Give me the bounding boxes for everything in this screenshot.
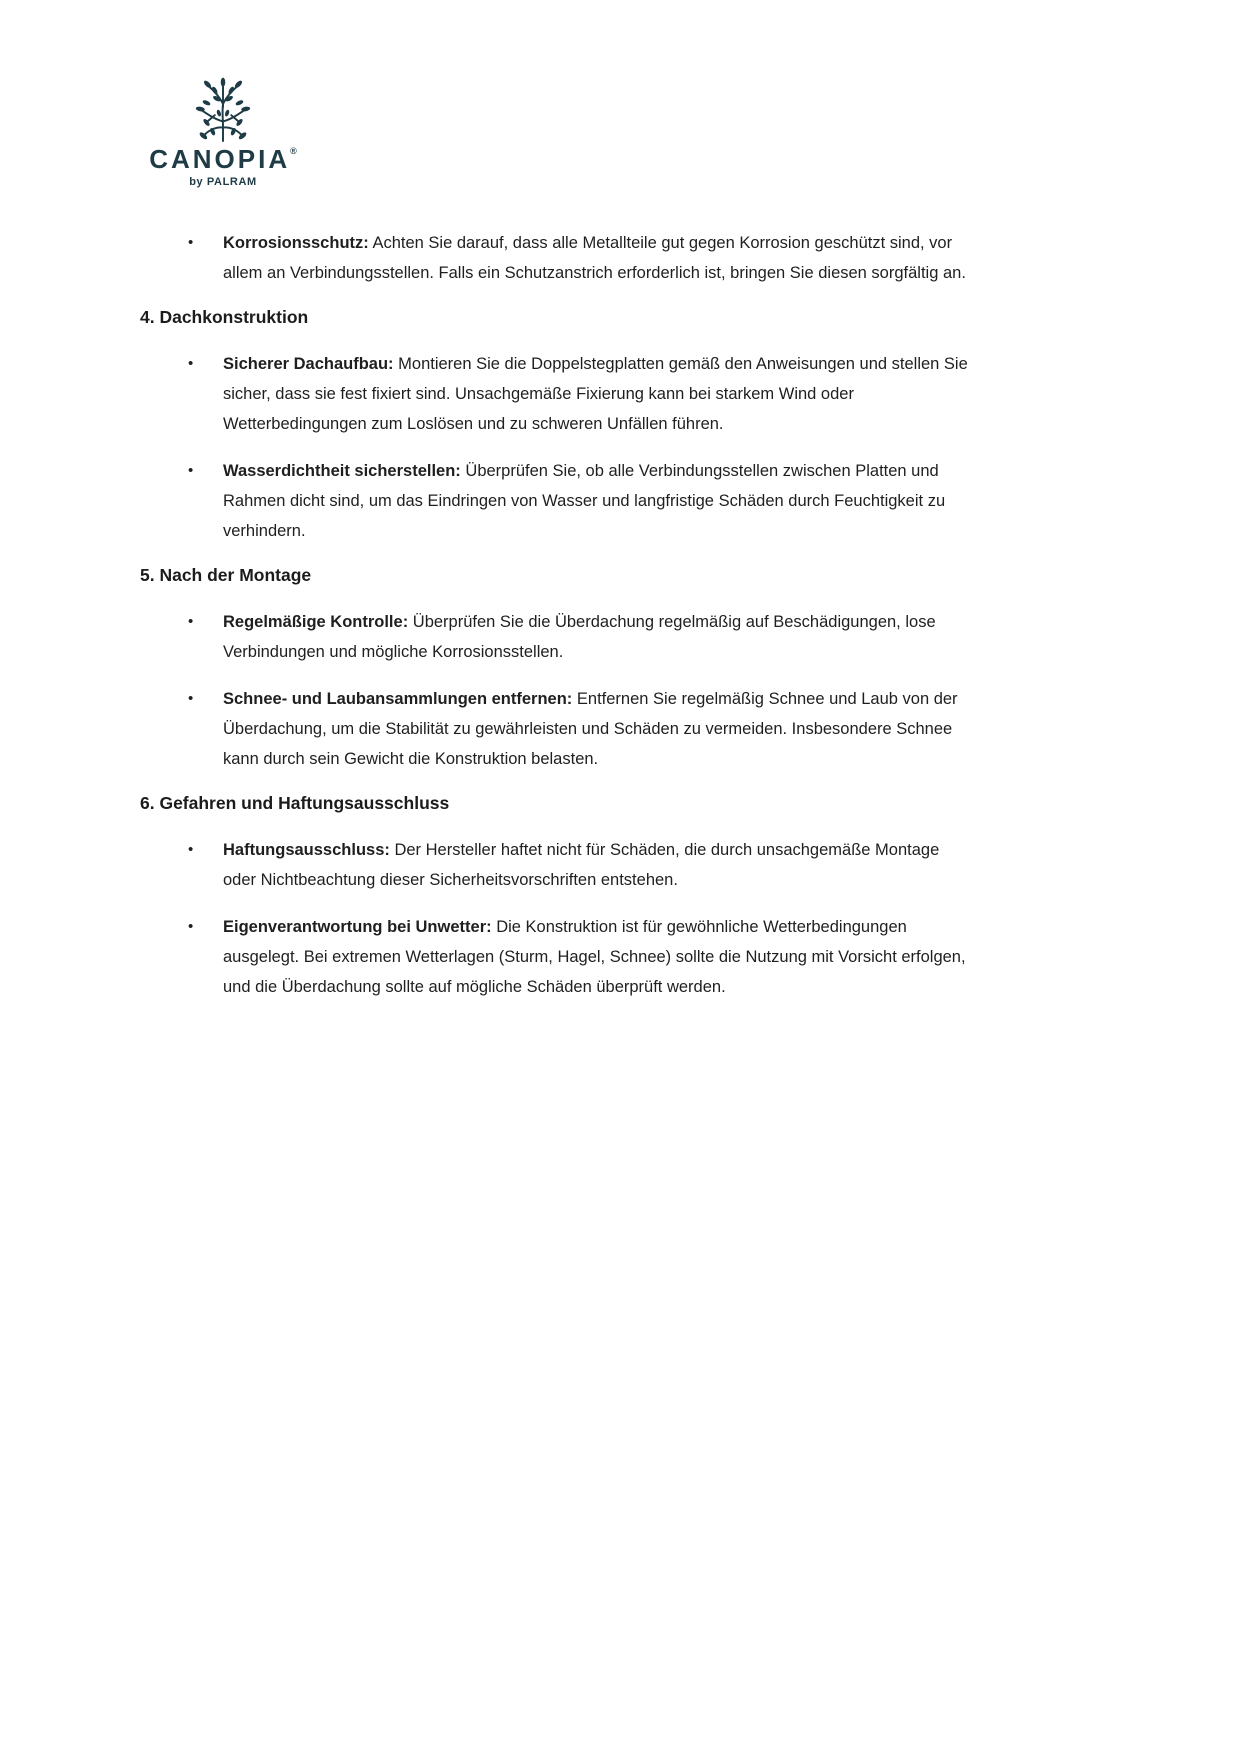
bullet-item-eigenverantwortung bbox=[140, 912, 980, 1002]
bullet-text bbox=[223, 456, 970, 546]
bullet-item-schnee-laub bbox=[140, 684, 980, 774]
bullet-text bbox=[223, 228, 970, 288]
bullet-lead: Sicherer Dachaufbau: bbox=[223, 355, 394, 373]
bullet-text bbox=[223, 835, 970, 895]
bullet-text bbox=[223, 349, 970, 439]
bullet-body: Entfernen Sie regelmäßig Schnee und Laub von der Überdachung, um die Stabilität zu gewährleisten und Schäden zu vermeiden. Insbesondere Schnee kann durch sein Gewicht die Konstruktion belasten. bbox=[223, 690, 958, 768]
bullet-marker: • bbox=[188, 841, 194, 858]
section-heading-gefahren-haftung: 6. Gefahren und Haftungsausschluss bbox=[140, 793, 450, 813]
bullet-text bbox=[223, 607, 970, 667]
bullet-marker: • bbox=[188, 918, 194, 935]
document-body bbox=[140, 228, 980, 1019]
bullet-body: Überprüfen Sie die Überdachung regelmäßig auf Beschädigungen, lose Verbindungen und mögliche Korrosionsstellen. bbox=[223, 613, 936, 661]
bullet-item-korrosionsschutz bbox=[140, 228, 980, 288]
bullet-item-sicherer-dachaufbau bbox=[140, 349, 980, 439]
bullet-item-regelmaessige-kontrolle bbox=[140, 607, 980, 667]
bullet-lead: Schnee- und Laubansammlungen entfernen: bbox=[223, 690, 573, 708]
bullet-marker: • bbox=[188, 234, 194, 251]
bullet-body: Der Hersteller haftet nicht für Schäden, die durch unsachgemäße Montage oder Nichtbeachtung dieser Sicherheitsvorschriften entstehen. bbox=[223, 841, 940, 889]
bullet-marker: • bbox=[188, 690, 194, 707]
bullet-lead: Haftungsausschluss: bbox=[223, 841, 390, 859]
bullet-body: Die Konstruktion ist für gewöhnliche Wetterbedingungen ausgelegt. Bei extremen Wetterlagen (Sturm, Hagel, Schnee) sollte die Nutzung mit Vorsicht erfolgen, und die Überdachung sollte auf mögliche Schäden überprüft werden. bbox=[223, 918, 966, 996]
brand-name: CANOPIA bbox=[149, 144, 291, 174]
bullet-body: Montieren Sie die Doppelstegplatten gemäß den Anweisungen und stellen Sie sicher, dass sie fest fixiert sind. Unsachgemäße Fixierung kann bei starkem Wind oder Wetterbedingungen zum Loslösen und zu schweren Unfällen führen. bbox=[223, 355, 968, 433]
brand-wordmark bbox=[148, 146, 298, 172]
bullet-item-wasserdichtheit bbox=[140, 456, 980, 546]
bullet-text bbox=[223, 684, 970, 774]
canopia-logo bbox=[148, 76, 298, 188]
bullet-marker: • bbox=[188, 355, 194, 372]
bullet-item-haftungsausschluss bbox=[140, 835, 980, 895]
bullet-lead: Korrosionsschutz: bbox=[223, 234, 369, 252]
bullet-marker: • bbox=[188, 462, 194, 479]
bullet-marker: • bbox=[188, 613, 194, 630]
brand-byline: by PALRAM bbox=[189, 176, 257, 188]
bullet-lead: Regelmäßige Kontrolle: bbox=[223, 613, 409, 631]
bullet-lead: Wasserdichtheit sicherstellen: bbox=[223, 462, 461, 480]
tree-icon bbox=[148, 76, 298, 142]
bullet-text bbox=[223, 912, 970, 1002]
registered-mark: ® bbox=[290, 146, 297, 156]
section-heading-nach-der-montage: 5. Nach der Montage bbox=[140, 565, 312, 585]
bullet-lead: Eigenverantwortung bei Unwetter: bbox=[223, 918, 492, 936]
bullet-body: Überprüfen Sie, ob alle Verbindungsstellen zwischen Platten und Rahmen dicht sind, um das Eindringen von Wasser und langfristige Schäden durch Feuchtigkeit zu verhindern. bbox=[223, 462, 946, 540]
section-heading-dachkonstruktion: 4. Dachkonstruktion bbox=[140, 307, 309, 327]
bullet-body: Achten Sie darauf, dass alle Metallteile gut gegen Korrosion geschützt sind, vor allem an Verbindungsstellen. Falls ein Schutzanstrich erforderlich ist, bringen Sie diesen sorgfältig an. bbox=[223, 234, 966, 282]
